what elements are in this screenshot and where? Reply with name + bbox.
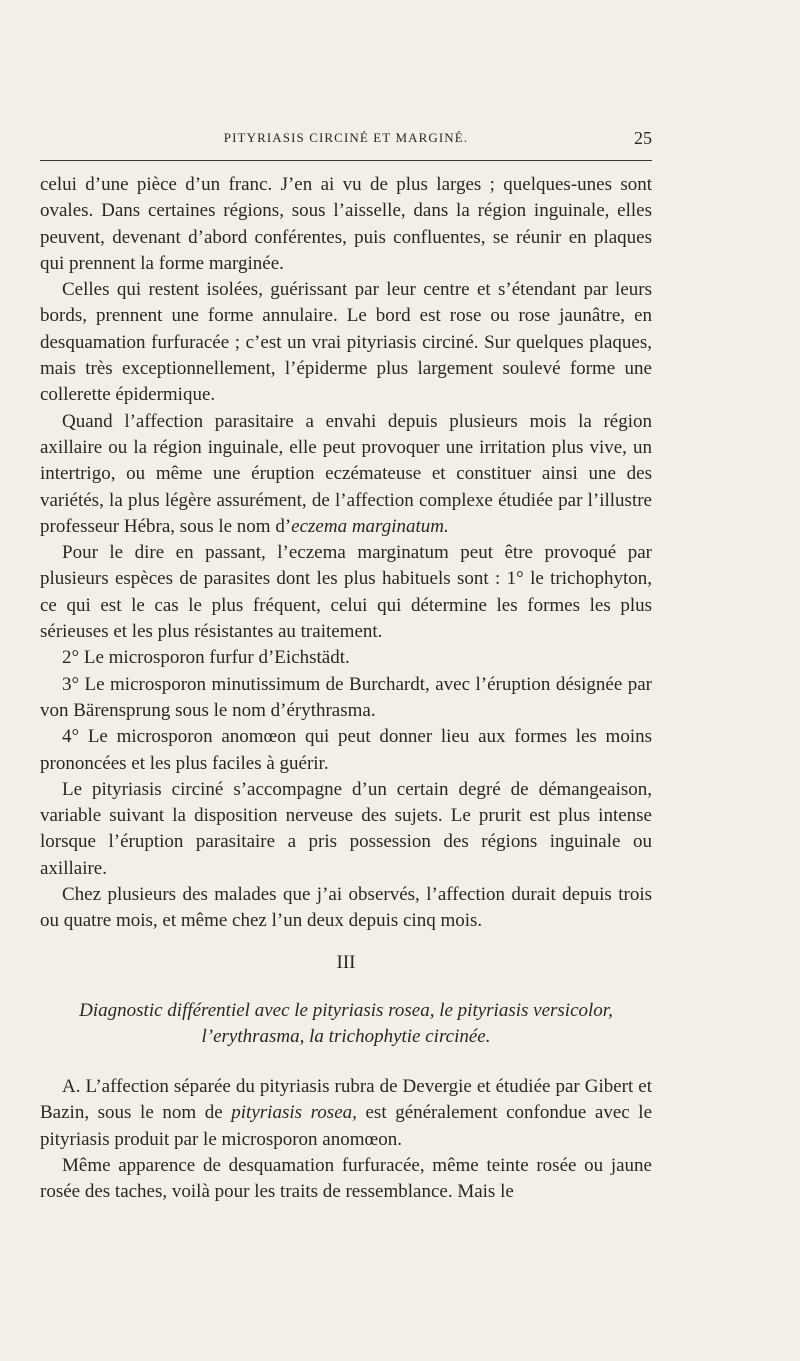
paragraph — [40, 409, 652, 540]
section-number: III — [336, 952, 356, 973]
page-number: 25 — [634, 128, 652, 148]
section-body — [40, 1074, 652, 1205]
paragraph: 3° Le microsporon minutissimum de Burchardt, avec l’éruption désignée par von Bärensprung sous le nom d’érythrasma. — [40, 673, 652, 721]
paragraph: Pour le dire en passant, l’eczema marginatum peut être provoqué par plusieurs espèces de parasites dont les plus habituels sont : 1° le trichophyton, ce qui est le cas le plus fréquent, celui qui détermine les formes les plus sérieuses et les plus résistantes au traitement. — [40, 542, 652, 643]
paragraph: Chez plusieurs des malades que j’ai observés, l’affection durait depuis trois ou quatre mois, et même chez l’un deux depuis cinq mois. — [40, 884, 652, 932]
paragraph: 2° Le microsporon furfur d’Eichstädt. — [62, 647, 350, 669]
paragraph: Même apparence de desquamation furfuracée, même teinte rosée ou jaune rosée des taches, voilà pour les traits de ressemblance. Mais le — [40, 1154, 652, 1203]
italic-term: eczema marginatum. — [291, 515, 449, 537]
paragraph-text: est généralement confondue avec le pityriasis produit par le microsporon anomœon. — [40, 1102, 653, 1150]
running-head — [40, 128, 652, 152]
paragraph: Celles qui restent isolées, guérissant par leur centre et s’étendant par leurs bords, prennent une forme annulaire. Le bord est rose ou rose jaunâtre, en desquamation furfuracée ; c’est un vrai pityriasis circiné. Sur quelques plaques, mais très exceptionnellement, l’épiderme plus largement soulevé forme une collerette épidermique. — [40, 279, 652, 406]
paragraph — [40, 1074, 652, 1153]
section-title-line: l’erythrasma, la trichophytie circinée. — [201, 1026, 491, 1047]
paragraph: celui d’une pièce d’un franc. J’en ai vu de plus larges ; quelques-unes sont ovales. Dans certaines régions, sous l’aisselle, dans la région inguinale, elles peuvent, devenant d’abord conférentes, puis confluentes, se réunir en plaques qui prennent la forme marginée. — [40, 174, 652, 274]
paragraph: 4° Le microsporon anomœon qui peut donner lieu aux formes les moins prononcées et les plus faciles à guérir. — [40, 726, 652, 774]
header-rule — [40, 160, 652, 161]
section-title-line: Diagnostic différentiel avec le pityriasis rosea, le pityriasis versicolor, — [79, 1000, 613, 1021]
paragraph-text: Quand l’affection parasitaire a envahi depuis plusieurs mois la région axillaire ou la région inguinale, elle peut provoquer une irritation plus vive, un intertrigo, ou même une éruption eczémateuse et constituer ainsi une des variétés, la plus légère assurément, de l’affection complexe étudiée par l’illustre professeur Hébra, sous le nom d’ — [40, 410, 652, 537]
paragraph-text: A. L’affection séparée du pityriasis rubra de Devergie et étudiée par Gibert et Bazin, sous le nom de — [40, 1076, 652, 1124]
section-title — [40, 998, 652, 1050]
running-title: PITYRIASIS CIRCINÉ ET MARGINÉ. — [223, 130, 469, 145]
body-text — [40, 172, 652, 935]
paragraph: Le pityriasis circiné s’accompagne d’un certain degré de démangeaison, variable suivant la disposition nerveuse des sujets. Le prurit est plus intense lorsque l’éruption parasitaire a pris possession des régions inguinale ou axillaire. — [40, 778, 652, 879]
italic-term: pityriasis rosea, — [231, 1102, 357, 1124]
